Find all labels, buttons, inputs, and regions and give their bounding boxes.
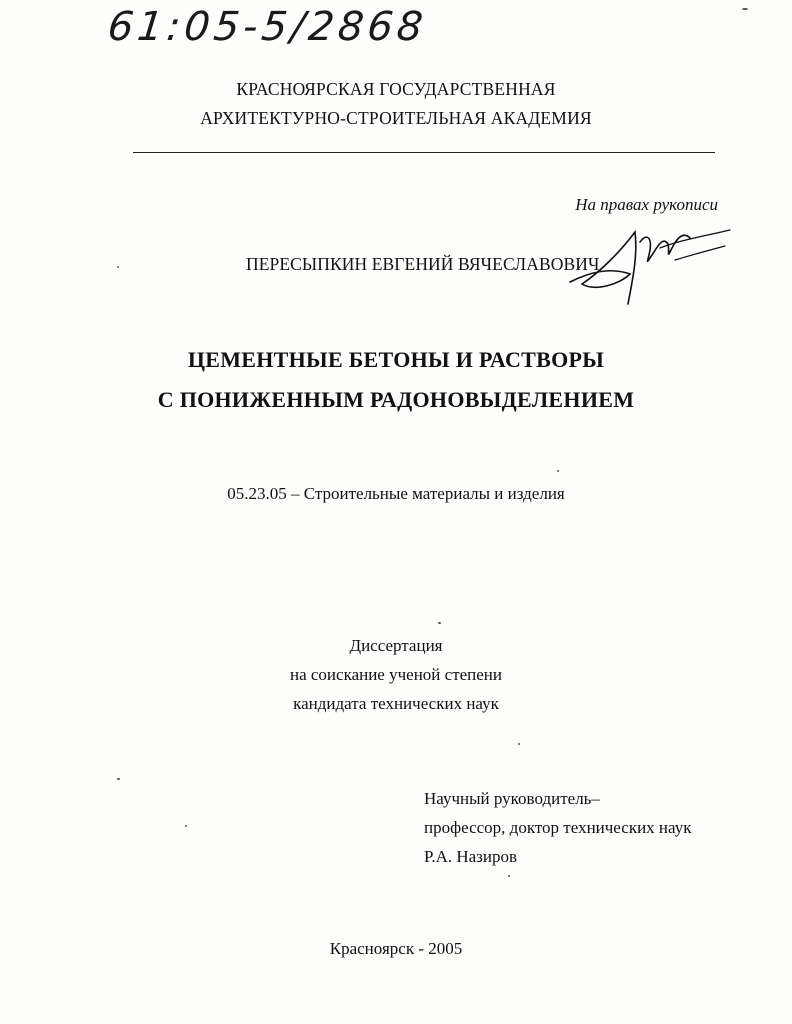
supervisor-line-3: Р.А. Назиров <box>424 847 518 866</box>
archive-stamp: 61:05-5/2868 <box>105 4 429 50</box>
scan-speck <box>117 266 119 268</box>
scan-speck <box>557 470 559 472</box>
city-year: Красноярск - 2005 <box>329 939 463 958</box>
institution-line-2: АРХИТЕКТУРНО-СТРОИТЕЛЬНАЯ АКАДЕМИЯ <box>200 108 592 128</box>
dissertation-line-1: Диссертация <box>349 636 443 655</box>
supervisor-line-1: Научный руководитель– <box>424 789 600 808</box>
dissertation-line-2: на соискание ученой степени <box>289 665 503 684</box>
scan-speck <box>508 875 510 877</box>
dissertation-type <box>0 631 792 718</box>
specialty-code: 05.23.05 – Строительные материалы и изделия <box>227 484 565 503</box>
scan-speck <box>518 743 520 745</box>
dissertation-line-3: кандидата технических наук <box>293 694 499 713</box>
scan-speck <box>185 825 187 827</box>
title-line-2: С ПОНИЖЕННЫМ РАДОНОВЫДЕЛЕНИЕМ <box>157 387 635 412</box>
title-line-1: ЦЕМЕНТНЫЕ БЕТОНЫ И РАСТВОРЫ <box>187 347 605 372</box>
header-divider <box>133 152 715 153</box>
institution-line-1: КРАСНОЯРСКАЯ ГОСУДАРСТВЕННАЯ <box>236 79 556 99</box>
rights-note: На правах рукописи <box>575 195 718 214</box>
author-name: ПЕРЕСЫПКИН ЕВГЕНИЙ ВЯЧЕСЛАВОВИЧ <box>246 254 600 274</box>
scan-speck <box>117 778 120 780</box>
scan-speck <box>742 8 748 10</box>
signature-icon <box>560 212 740 312</box>
dissertation-title <box>0 340 792 420</box>
supervisor-line-2: профессор, доктор технических наук <box>424 818 692 837</box>
scan-speck <box>438 622 441 624</box>
institution-name <box>0 75 792 133</box>
supervisor-block <box>424 784 691 871</box>
